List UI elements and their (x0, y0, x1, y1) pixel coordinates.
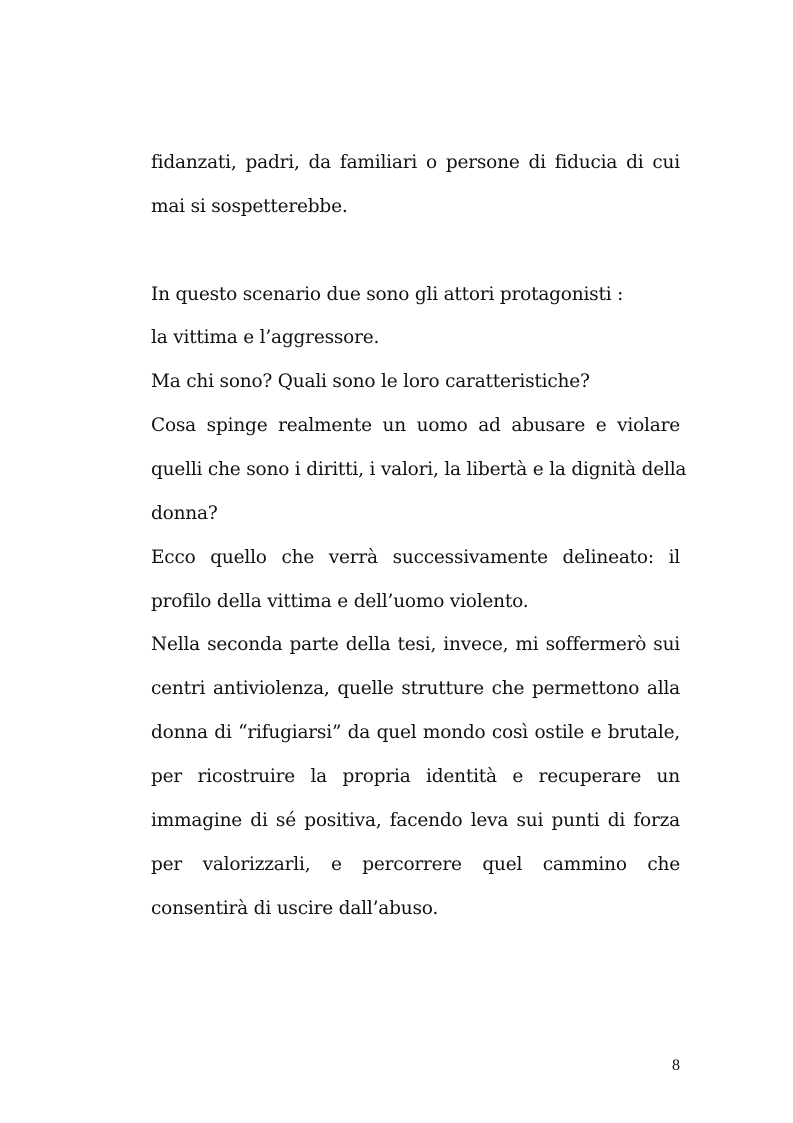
text-line: per valorizzarli, e percorrere quel cammino che (151, 854, 680, 875)
text-line: consentirà di uscire dall’abuso. (151, 898, 439, 919)
text-line: per ricostruire la propria identità e recuperare un (151, 766, 680, 787)
text-line: quelli che sono i diritti, i valori, la libertà e la dignità della (151, 459, 687, 480)
text-line: donna di “rifugiarsi” da quel mondo così ostile e brutale, (151, 722, 680, 743)
text-line: mai si sospetterebbe. (151, 196, 348, 217)
text-line: donna? (151, 503, 218, 524)
text-line: Cosa spinge realmente un uomo ad abusare e violare (151, 415, 680, 436)
text-line: Ma chi sono? Quali sono le loro caratteristiche? (151, 371, 590, 392)
text-line: Ecco quello che verrà successivamente delineato: il (151, 547, 680, 568)
text-line: immagine di sé positiva, facendo leva sui punti di forza (151, 810, 680, 831)
page-number: 8 (672, 1057, 680, 1074)
text-line: la vittima e l’aggressore. (151, 327, 380, 348)
text-line: centri antiviolenza, quelle strutture che permettono alla (151, 678, 680, 699)
text-line: fidanzati, padri, da familiari o persone di fiducia di cui (151, 152, 680, 173)
text-line: In questo scenario due sono gli attori protagonisti : (151, 284, 624, 305)
text-line: profilo della vittima e dell’uomo violento. (151, 591, 529, 612)
text-line: Nella seconda parte della tesi, invece, mi soffermerò sui (151, 634, 680, 655)
